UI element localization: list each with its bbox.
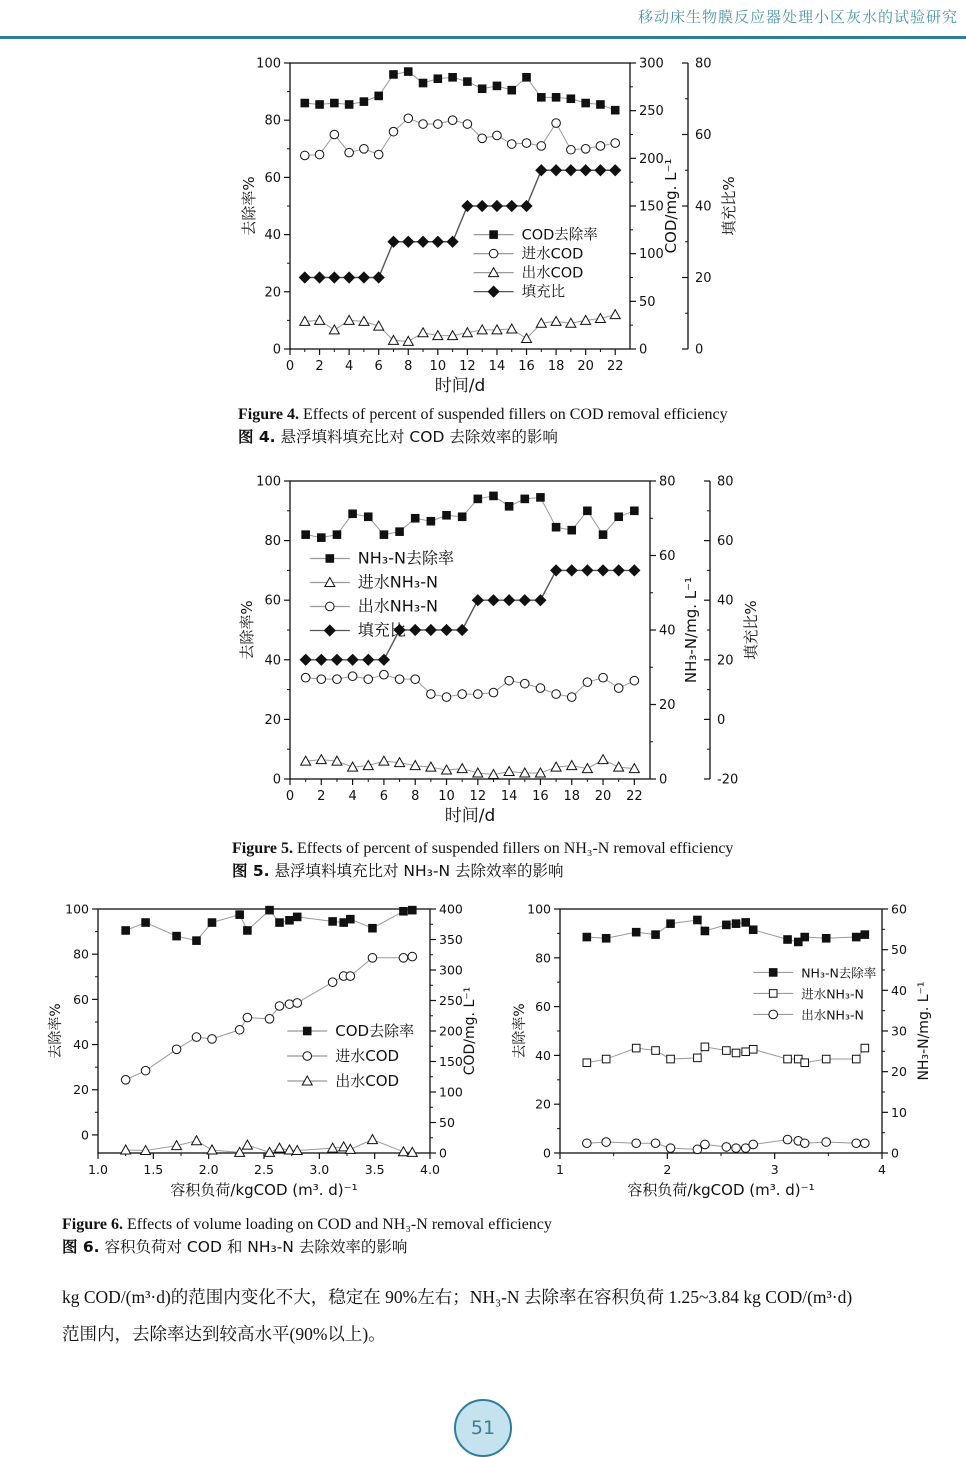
svg-text:20: 20	[577, 359, 594, 374]
svg-text:NH₃-N去除率: NH₃-N去除率	[801, 965, 877, 981]
svg-text:60: 60	[717, 534, 734, 550]
svg-text:2: 2	[317, 789, 326, 804]
svg-text:40: 40	[535, 1047, 551, 1063]
svg-text:6: 6	[374, 359, 383, 374]
svg-text:进水NH₃-N: 进水NH₃-N	[801, 986, 864, 1002]
svg-text:40: 40	[264, 228, 281, 244]
svg-text:0: 0	[639, 342, 648, 358]
svg-text:50: 50	[891, 942, 907, 958]
figure4-block	[0, 53, 966, 449]
figure4-caption-zh-text: 悬浮填料填充比对 COD 去除效率的影响	[275, 428, 558, 446]
svg-text:进水COD: 进水COD	[521, 246, 584, 263]
body-paragraph	[62, 1279, 904, 1353]
page-header	[0, 0, 966, 36]
svg-text:150: 150	[439, 1054, 463, 1069]
body-line-2: 范围内，去除率达到较高水平(90%以上)。	[62, 1324, 386, 1344]
svg-text:进水NH₃-N: 进水NH₃-N	[357, 572, 438, 592]
figure5-caption	[232, 837, 966, 883]
figure4-caption-en	[238, 403, 966, 426]
svg-text:10: 10	[429, 359, 447, 374]
running-title: 移动床生物膜反应器处理小区灰水的试验研究	[637, 10, 958, 26]
svg-text:0: 0	[272, 342, 281, 358]
svg-text:10: 10	[438, 789, 455, 804]
figure4-caption-zh	[238, 426, 966, 449]
svg-text:COD/mg. L⁻¹: COD/mg. L⁻¹	[662, 158, 680, 254]
svg-text:16: 16	[532, 789, 549, 804]
svg-text:100: 100	[439, 1084, 463, 1100]
svg-text:8: 8	[411, 789, 420, 804]
figure6-caption-zh	[62, 1236, 966, 1259]
svg-text:0: 0	[695, 342, 704, 358]
svg-text:0: 0	[717, 712, 726, 728]
svg-text:100: 100	[639, 247, 664, 263]
svg-text:200: 200	[639, 151, 664, 167]
page-number-badge	[454, 1399, 512, 1457]
svg-text:350: 350	[439, 932, 463, 947]
svg-text:20: 20	[717, 653, 734, 669]
svg-text:0: 0	[272, 772, 281, 788]
svg-text:100: 100	[527, 901, 551, 917]
svg-text:60: 60	[891, 901, 907, 917]
svg-text:100: 100	[256, 56, 281, 72]
svg-text:4: 4	[344, 359, 354, 374]
svg-text:40: 40	[73, 1037, 89, 1053]
figure6-caption-en-label: Figure 6.	[62, 1216, 124, 1233]
figure5-caption-zh	[232, 860, 966, 883]
svg-text:10: 10	[891, 1104, 907, 1120]
svg-text:12: 12	[459, 359, 476, 374]
svg-text:60: 60	[264, 593, 281, 609]
svg-text:40: 40	[717, 593, 734, 609]
svg-text:1.5: 1.5	[143, 1162, 164, 1177]
svg-text:2: 2	[315, 359, 324, 374]
svg-text:时间/d: 时间/d	[444, 806, 496, 826]
page-number: 51	[470, 1417, 496, 1439]
svg-text:2: 2	[663, 1162, 672, 1177]
svg-text:60: 60	[695, 128, 712, 143]
svg-text:1.0: 1.0	[88, 1162, 108, 1177]
svg-text:20: 20	[73, 1082, 89, 1098]
svg-text:填充比%: 填充比%	[720, 176, 738, 236]
svg-text:去除率%: 去除率%	[238, 600, 256, 660]
svg-text:NH₃-N/mg. L⁻¹: NH₃-N/mg. L⁻¹	[682, 576, 700, 684]
figure6-left-chart	[36, 899, 496, 1205]
svg-text:300: 300	[639, 56, 664, 72]
svg-text:8: 8	[404, 359, 413, 374]
svg-text:-20: -20	[717, 772, 739, 788]
svg-text:20: 20	[264, 285, 281, 301]
svg-text:100: 100	[65, 901, 89, 917]
svg-text:容积负荷/kgCOD (m³. d)⁻¹: 容积负荷/kgCOD (m³. d)⁻¹	[627, 1181, 815, 1199]
svg-text:去除率%: 去除率%	[512, 1003, 528, 1059]
svg-text:0: 0	[81, 1127, 89, 1143]
svg-text:出水NH₃-N: 出水NH₃-N	[357, 596, 438, 616]
svg-text:NH₃-N/mg. L⁻¹: NH₃-N/mg. L⁻¹	[916, 981, 932, 1081]
svg-text:22: 22	[626, 789, 643, 804]
svg-text:80: 80	[264, 113, 281, 129]
figure4-caption-en-text: Effects of percent of suspended fillers on COD removal efficiency	[299, 406, 728, 423]
svg-text:18: 18	[547, 359, 565, 374]
svg-text:80: 80	[695, 56, 712, 72]
svg-text:22: 22	[606, 359, 624, 374]
svg-text:80: 80	[659, 474, 676, 490]
figure5-block	[0, 469, 966, 883]
figure5-caption-en-text: Effects of percent of suspended fillers on NH₃-N removal efficiency	[293, 840, 734, 857]
svg-text:去除率%: 去除率%	[240, 176, 258, 236]
figure6-caption-zh-label: 图 6.	[62, 1238, 100, 1256]
svg-text:4.0: 4.0	[420, 1162, 440, 1177]
svg-text:填充比%: 填充比%	[742, 600, 760, 660]
svg-text:0: 0	[543, 1145, 551, 1161]
svg-text:60: 60	[535, 999, 551, 1015]
figure4-caption-en-label: Figure 4.	[238, 406, 300, 423]
svg-text:20: 20	[659, 698, 676, 713]
svg-text:0: 0	[891, 1145, 899, 1161]
svg-text:60: 60	[264, 170, 281, 186]
figure6-caption-zh-text: 容积负荷对 COD 和 NH₃-N 去除效率的影响	[99, 1238, 408, 1256]
figure6-charts-row	[36, 899, 966, 1205]
svg-text:进水COD: 进水COD	[335, 1047, 400, 1065]
svg-text:40: 40	[695, 199, 712, 215]
svg-text:填充比: 填充比	[357, 620, 406, 640]
svg-text:NH₃-N去除率: NH₃-N去除率	[357, 548, 454, 568]
svg-text:250: 250	[439, 993, 463, 1008]
figure6-right-chart	[504, 899, 959, 1205]
svg-text:400: 400	[439, 901, 463, 917]
svg-text:0: 0	[439, 1145, 447, 1161]
figure5-caption-zh-label: 图 5.	[232, 862, 270, 880]
svg-text:250: 250	[639, 104, 664, 120]
svg-text:容积负荷/kgCOD (m³. d)⁻¹: 容积负荷/kgCOD (m³. d)⁻¹	[170, 1181, 358, 1199]
svg-text:50: 50	[639, 294, 656, 310]
figure4-chart	[238, 53, 754, 399]
svg-text:1: 1	[556, 1162, 564, 1177]
svg-text:14: 14	[500, 789, 518, 804]
svg-text:20: 20	[594, 789, 612, 804]
figure5-caption-en-label: Figure 5.	[232, 840, 294, 857]
svg-text:0: 0	[285, 789, 295, 804]
svg-text:2.0: 2.0	[198, 1162, 219, 1177]
svg-text:3: 3	[770, 1162, 779, 1177]
svg-text:3.0: 3.0	[309, 1162, 330, 1177]
svg-text:60: 60	[659, 549, 676, 564]
svg-text:COD/mg. L⁻¹: COD/mg. L⁻¹	[462, 986, 478, 1076]
svg-text:20: 20	[695, 271, 712, 286]
figure5-chart	[232, 469, 776, 831]
svg-text:60: 60	[73, 991, 89, 1007]
svg-text:20: 20	[891, 1064, 907, 1080]
svg-text:20: 20	[264, 712, 281, 728]
svg-text:100: 100	[256, 474, 281, 490]
body-line-1: kg COD/(m³·d)的范围内变化不大，稳定在 90%左右；NH₃-N 去除率在容积负荷 1.25~3.84 kg COD/(m³·d)	[62, 1287, 853, 1307]
figure4-caption-zh-label: 图 4.	[238, 428, 276, 446]
svg-text:200: 200	[439, 1023, 463, 1039]
svg-text:40: 40	[659, 623, 676, 639]
figure6-caption-en	[62, 1213, 966, 1236]
svg-text:出水COD: 出水COD	[335, 1072, 400, 1090]
svg-text:0: 0	[659, 772, 668, 788]
svg-text:18: 18	[563, 789, 581, 804]
svg-text:300: 300	[439, 962, 463, 978]
figure5-caption-zh-text: 悬浮填料填充比对 NH₃-N 去除效率的影响	[269, 862, 564, 880]
svg-text:出水NH₃-N: 出水NH₃-N	[801, 1007, 864, 1023]
svg-text:50: 50	[439, 1115, 455, 1130]
svg-text:20: 20	[535, 1096, 551, 1112]
svg-text:40: 40	[891, 982, 907, 998]
svg-text:80: 80	[717, 474, 734, 490]
svg-text:80: 80	[264, 534, 281, 550]
figure6-block	[0, 899, 966, 1259]
svg-text:2.5: 2.5	[254, 1162, 274, 1177]
figure6-caption-en-text: Effects of volume loading on COD and NH₃-N removal efficiency	[123, 1216, 552, 1233]
figure4-caption	[238, 403, 966, 449]
svg-text:3.5: 3.5	[364, 1162, 385, 1177]
svg-text:4: 4	[348, 789, 357, 804]
svg-text:4: 4	[878, 1162, 886, 1177]
svg-text:40: 40	[264, 653, 281, 669]
svg-text:12: 12	[469, 789, 487, 804]
svg-text:80: 80	[535, 950, 551, 966]
header-divider	[0, 36, 966, 39]
svg-text:时间/d: 时间/d	[434, 376, 486, 396]
svg-text:COD去除率: COD去除率	[521, 227, 598, 244]
svg-text:去除率%: 去除率%	[48, 1003, 64, 1059]
svg-text:0: 0	[285, 359, 295, 374]
svg-text:80: 80	[73, 946, 89, 962]
svg-text:30: 30	[891, 1023, 907, 1039]
svg-text:14: 14	[488, 359, 506, 374]
figure5-caption-en	[232, 837, 966, 860]
svg-text:COD去除率: COD去除率	[335, 1022, 415, 1040]
svg-text:150: 150	[639, 199, 664, 215]
svg-text:16: 16	[518, 359, 535, 374]
svg-text:填充比: 填充比	[521, 284, 566, 301]
figure6-caption	[62, 1213, 966, 1259]
svg-text:6: 6	[379, 789, 389, 804]
svg-text:出水COD: 出水COD	[521, 265, 584, 282]
